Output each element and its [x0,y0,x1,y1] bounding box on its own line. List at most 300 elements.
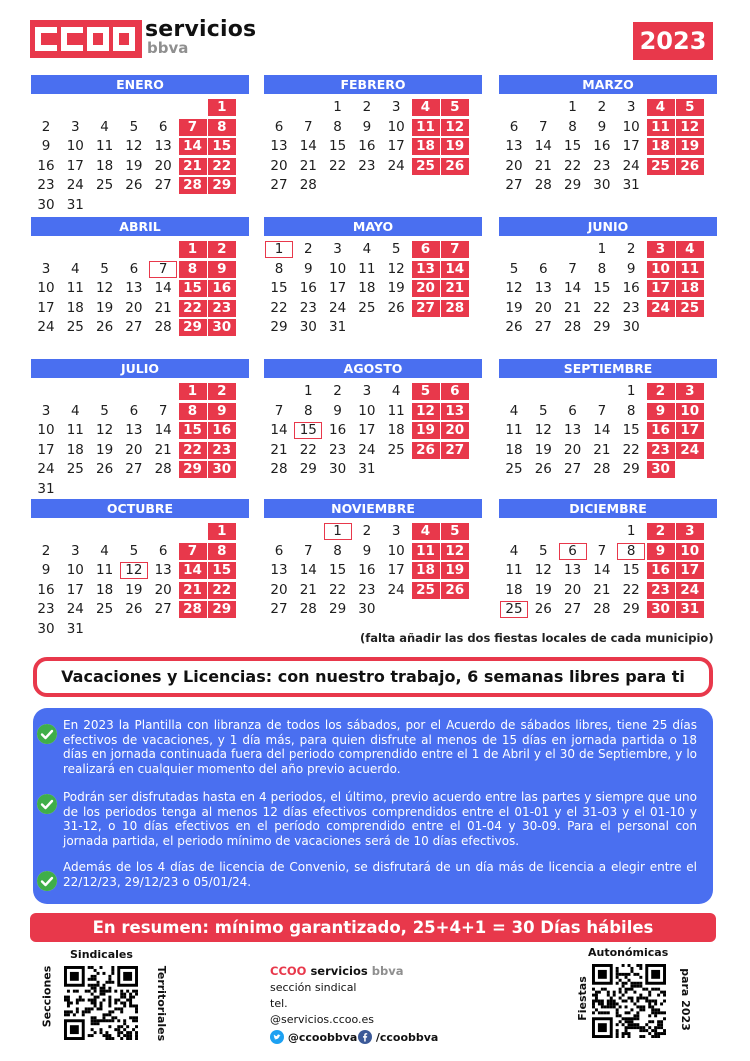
day-cell: 20 [154,581,172,598]
day-cell-weekend: 7 [441,241,469,258]
day-cell: 20 [564,441,582,458]
month-febrero [264,75,482,212]
day-cell: 16 [593,138,611,154]
day-cell: 12 [96,280,114,296]
day-cell: 3 [41,402,51,419]
day-cell-weekend: 23 [647,442,675,459]
day-cell-weekend: 22 [208,582,236,599]
day-cell-weekend: 3 [676,523,704,540]
day-cell: 21 [534,157,552,174]
day-cell-weekend: 2 [647,383,675,400]
day-cell-weekend: 9 [208,261,236,278]
day-cell: 9 [362,118,372,135]
month-header: AGOSTO [264,359,482,378]
info-item-periods: Podrán ser disfrutadas hasta en 4 periodos, el último, previo acuerdo entre las partes y siempre que uno de los periodos tenga al menos 12 días efectivos comprendidos entre el 01-01 y el 31-03 y el 01-10 y 31-12, o 10 días efectivos en el período comprendido entre el 01-04 y 30-09. Para el personal con jornada partida, el periodo mínimo de vacaciones será de 10 días efectivos. [63,790,697,848]
day-cell-holiday: 8 [617,543,645,560]
day-cell: 6 [129,402,139,419]
day-cell: 10 [37,422,55,438]
day-cell-weekend: 31 [676,601,704,618]
day-cell: 23 [358,157,376,174]
footer-brand-servicios: servicios [310,964,368,978]
day-cell-weekend: 17 [676,422,704,439]
day-cell: 9 [333,402,342,419]
day-cell: 27 [564,461,582,477]
day-cell: 14 [154,422,172,438]
day-cell: 23 [37,601,55,617]
day-cell: 9 [597,118,607,135]
day-cell-weekend: 12 [441,543,469,560]
day-cell: 17 [387,562,405,578]
day-cell-weekend: 17 [647,280,675,297]
day-cell: 4 [362,241,372,257]
day-cell-holiday: 25 [500,601,528,618]
day-cell: 24 [329,299,347,316]
month-header: OCTUBRE [31,499,249,518]
check-icon [37,871,57,891]
month-grid [264,378,482,496]
day-cell-weekend: 30 [208,319,236,336]
day-cell: 26 [125,177,143,193]
qr-code-fiestas[interactable] [592,964,666,1038]
day-cell-weekend: 22 [179,442,207,459]
day-cell-weekend: 21 [179,158,207,175]
day-cell: 5 [129,118,139,135]
day-cell: 30 [37,196,55,213]
twitter-link[interactable] [270,1030,357,1044]
day-cell: 7 [274,402,284,419]
day-cell: 26 [96,461,114,477]
day-cell-weekend: 5 [676,99,704,116]
day-cell-weekend: 14 [179,562,207,579]
day-cell: 19 [505,299,523,316]
day-cell-weekend: 11 [647,119,675,136]
day-cell: 28 [299,177,317,193]
day-cell-weekend: 1 [179,383,207,400]
day-cell: 12 [534,422,552,438]
day-cell: 12 [505,280,523,296]
footer-email[interactable]: @servicios.ccoo.es [270,1013,375,1026]
day-cell-weekend: 4 [647,99,675,116]
day-cell-weekend: 13 [441,403,469,420]
day-cell: 17 [622,138,640,154]
day-cell-weekend: 15 [208,138,236,155]
day-cell: 8 [304,402,313,419]
day-cell: 6 [158,118,168,135]
day-cell: 2 [362,523,372,539]
day-cell: 15 [270,280,288,296]
day-cell: 13 [505,138,523,154]
day-cell: 4 [71,402,80,419]
day-cell-weekend: 15 [179,280,207,297]
day-cell: 26 [125,601,143,617]
day-cell: 1 [304,383,313,399]
day-cell-weekend: 7 [179,119,207,136]
day-cell-weekend: 28 [179,177,207,194]
month-grid [31,378,249,496]
day-cell-weekend: 30 [208,461,236,478]
month-header: FEBRERO [264,75,482,94]
day-cell: 13 [564,562,582,578]
day-cell-weekend: 5 [441,99,469,116]
day-cell: 23 [299,299,317,316]
day-cell: 30 [593,177,611,193]
day-cell-weekend: 14 [179,138,207,155]
day-cell: 6 [129,260,139,277]
day-cell-weekend: 1 [179,241,207,258]
day-cell: 25 [96,601,114,617]
day-cell: 17 [358,422,376,438]
day-cell: 15 [622,422,640,438]
day-cell: 25 [66,319,84,335]
month-grid [499,378,717,496]
day-cell-weekend: 14 [441,261,469,278]
day-cell-weekend: 12 [412,403,440,420]
day-cell: 5 [129,542,139,559]
day-cell-weekend: 9 [647,543,675,560]
day-cell: 8 [597,260,607,277]
day-cell: 4 [391,383,401,399]
day-cell-holiday: 7 [149,261,177,278]
month-grid [264,94,482,212]
day-cell: 1 [597,241,607,257]
day-cell: 10 [329,260,347,277]
day-cell: 24 [37,461,55,477]
day-cell-holiday: 1 [265,241,293,258]
day-cell: 10 [622,118,640,135]
month-grid [31,518,249,636]
month-header: ENERO [31,75,249,94]
day-cell-weekend: 9 [647,403,675,420]
day-cell: 12 [534,562,552,578]
day-cell: 21 [270,441,288,458]
day-cell: 2 [333,383,342,399]
info-box [33,708,713,904]
day-cell: 27 [154,177,172,193]
day-cell: 9 [41,138,51,154]
footer-para-2023: para 2023 [678,968,692,1031]
day-cell-weekend: 3 [676,383,704,400]
month-grid [499,236,717,354]
day-cell-weekend: 25 [647,158,675,175]
day-cell: 13 [125,422,143,438]
info-item-vacation-days: En 2023 la Plantilla con libranza de todos los sábados, por el Acuerdo de sábados libres, tiene 25 días efectivos de vacaciones, y 1 día más, para quien disfrute al menos de 15 días en jornada partida o 18 días en jornada continuada fuera del periodo comprendido entre el 1 de Abril y el 30 de Septiembre, y lo realizará en cualquier momento del año previo acuerdo. [63,718,697,776]
day-cell-weekend: 21 [179,582,207,599]
day-cell: 26 [387,299,405,316]
day-cell: 10 [358,402,376,419]
day-cell: 1 [626,383,636,399]
day-cell: 14 [564,280,582,296]
day-cell-weekend: 19 [441,562,469,579]
facebook-icon [358,1030,372,1044]
day-cell: 5 [539,542,548,559]
day-cell-weekend: 4 [676,241,704,258]
day-cell: 24 [387,157,405,174]
month-header: MAYO [264,217,482,236]
day-cell: 3 [41,260,51,277]
day-cell: 6 [274,542,284,559]
day-cell: 21 [564,299,582,316]
day-cell: 27 [270,601,288,617]
day-cell: 20 [125,299,143,316]
day-cell-weekend: 18 [412,562,440,579]
day-cell: 11 [66,280,84,296]
day-cell: 16 [299,280,317,296]
day-cell: 20 [270,581,288,598]
day-cell: 6 [509,118,519,135]
day-cell: 18 [66,299,84,316]
month-junio [499,217,717,354]
month-grid [264,236,482,354]
day-cell: 11 [96,562,114,578]
day-cell: 1 [626,523,636,539]
day-cell: 6 [158,542,168,559]
day-cell: 11 [66,422,84,438]
day-cell: 17 [37,441,55,458]
day-cell: 22 [622,441,640,458]
footer-brand [270,964,403,978]
day-cell-weekend: 1 [208,99,236,116]
day-cell: 14 [270,422,288,438]
day-cell: 19 [534,581,552,598]
day-cell: 18 [96,581,114,598]
day-cell: 18 [96,157,114,174]
day-cell: 3 [333,241,342,257]
day-cell: 24 [387,581,405,598]
day-cell: 23 [329,441,347,458]
day-cell: 14 [593,562,611,578]
footer-autonomicas: Autonómicas [588,946,669,959]
day-cell: 24 [66,177,84,193]
day-cell-weekend: 24 [676,582,704,599]
day-cell-weekend: 26 [441,582,469,599]
day-cell: 15 [564,138,582,154]
month-header: MARZO [499,75,717,94]
day-cell-weekend: 23 [208,442,236,459]
day-cell: 22 [329,581,347,598]
day-cell: 29 [622,461,640,477]
day-cell: 7 [597,542,607,559]
day-cell: 31 [622,177,640,193]
day-cell: 31 [66,620,84,637]
month-noviembre [264,499,482,636]
day-cell-weekend: 23 [647,582,675,599]
day-cell-weekend: 15 [179,422,207,439]
day-cell-weekend: 10 [647,261,675,278]
day-cell: 2 [41,118,51,135]
day-cell-weekend: 6 [412,241,440,258]
footer-fiestas: Fiestas [575,976,589,1021]
day-cell-weekend: 17 [676,562,704,579]
day-cell: 2 [304,241,313,257]
day-cell: 18 [505,581,523,598]
month-enero [31,75,249,212]
day-cell: 16 [358,562,376,578]
day-cell: 11 [505,422,523,438]
day-cell: 26 [534,461,552,477]
day-cell: 13 [154,562,172,578]
day-cell: 28 [593,601,611,617]
month-header: NOVIEMBRE [264,499,482,518]
day-cell-weekend: 30 [647,461,675,478]
day-cell-weekend: 8 [208,543,236,560]
day-cell: 6 [568,402,577,419]
day-cell: 7 [568,260,577,277]
day-cell: 9 [304,260,313,277]
day-cell: 13 [564,422,582,438]
day-cell-weekend: 26 [412,442,440,459]
day-cell: 4 [509,542,519,559]
month-mayo [264,217,482,354]
day-cell-weekend: 7 [179,543,207,560]
day-cell: 13 [154,138,172,154]
day-cell: 24 [622,157,640,174]
day-cell: 27 [154,601,172,617]
day-cell-weekend: 10 [676,403,704,420]
day-cell-holiday: 1 [324,523,352,540]
day-cell: 13 [270,562,288,578]
month-marzo [499,75,717,212]
day-cell: 4 [100,118,109,135]
day-cell: 9 [362,542,372,559]
day-cell: 19 [125,157,143,174]
day-cell: 16 [622,280,640,296]
day-cell-weekend: 5 [441,523,469,540]
day-cell: 12 [125,138,143,154]
day-cell: 30 [358,601,376,617]
day-cell: 28 [154,461,172,477]
day-cell-weekend: 16 [647,422,675,439]
day-cell: 16 [37,157,55,174]
month-header: JULIO [31,359,249,378]
day-cell: 5 [509,260,519,277]
day-cell: 12 [387,260,405,277]
day-cell: 28 [299,601,317,617]
day-cell-holiday: 12 [120,562,148,579]
day-cell-weekend: 11 [412,119,440,136]
day-cell: 21 [154,299,172,316]
day-cell-weekend: 29 [208,601,236,618]
day-cell: 11 [358,260,376,277]
day-cell: 13 [270,138,288,154]
info-item-extra-day: Además de los 4 días de licencia de Convenio, se disfrutará de un día más de licencia a elegir entre el 22/12/23, 29/12/23 o 05/01/24. [63,860,697,889]
day-cell: 21 [299,581,317,598]
day-cell: 18 [358,280,376,296]
day-cell-weekend: 15 [208,562,236,579]
month-diciembre [499,499,717,636]
day-cell: 10 [66,138,84,154]
month-septiembre [499,359,717,496]
day-cell: 17 [66,581,84,598]
day-cell: 13 [125,280,143,296]
day-cell: 16 [37,581,55,598]
day-cell: 7 [304,118,313,135]
day-cell: 17 [329,280,347,296]
day-cell-weekend: 22 [208,158,236,175]
day-cell: 7 [597,402,607,419]
day-cell: 11 [387,402,405,419]
day-cell-weekend: 13 [412,261,440,278]
day-cell: 15 [329,562,347,578]
day-cell: 18 [66,441,84,458]
facebook-link[interactable] [358,1030,438,1044]
day-cell: 1 [333,99,342,115]
month-header: ABRIL [31,217,249,236]
day-cell: 23 [37,177,55,193]
day-cell: 7 [158,402,168,419]
day-cell-weekend: 26 [676,158,704,175]
summary-bar: En resumen: mínimo garantizado, 25+4+1 = 30 Días hábiles [30,913,716,942]
day-cell: 22 [622,581,640,598]
day-cell: 20 [564,581,582,598]
day-cell: 20 [154,157,172,174]
day-cell: 27 [125,319,143,335]
day-cell: 29 [299,461,317,477]
month-grid [264,518,482,636]
day-cell: 21 [593,441,611,458]
day-cell: 10 [387,118,405,135]
day-cell-weekend: 27 [412,300,440,317]
day-cell-weekend: 18 [647,138,675,155]
day-cell: 25 [66,461,84,477]
day-cell: 12 [96,422,114,438]
day-cell: 28 [534,177,552,193]
day-cell-weekend: 3 [647,241,675,258]
day-cell-weekend: 30 [647,601,675,618]
footer-brand-ccoo: CCOO [270,964,307,978]
day-cell: 31 [37,480,55,497]
day-cell-weekend: 28 [441,300,469,317]
day-cell: 11 [96,138,114,154]
day-cell: 15 [622,562,640,578]
day-cell: 30 [329,461,347,477]
day-cell: 16 [358,138,376,154]
check-icon [37,724,57,744]
day-cell-weekend: 16 [208,280,236,297]
day-cell: 21 [593,581,611,598]
qr-code-secciones[interactable] [64,966,138,1040]
day-cell: 27 [270,177,288,193]
day-cell: 18 [387,422,405,438]
day-cell-weekend: 9 [208,403,236,420]
day-cell: 2 [41,542,51,559]
day-cell: 18 [505,441,523,458]
day-cell: 28 [564,319,582,335]
day-cell: 25 [505,461,523,477]
day-cell-weekend: 4 [412,523,440,540]
day-cell-weekend: 10 [676,543,704,560]
day-cell: 27 [564,601,582,617]
day-cell-weekend: 18 [412,138,440,155]
day-cell: 29 [564,177,582,193]
facebook-handle: /ccoobbva [375,1031,439,1044]
day-cell: 28 [154,319,172,335]
day-cell: 8 [568,118,577,135]
day-cell: 8 [333,542,342,559]
day-cell: 26 [96,319,114,335]
day-cell: 3 [391,99,401,115]
day-cell-weekend: 29 [179,461,207,478]
day-cell-weekend: 2 [208,241,236,258]
day-cell: 3 [71,542,80,559]
day-cell-weekend: 25 [412,582,440,599]
footer-territoriales: Territoriales [155,965,169,1042]
day-cell-weekend: 20 [441,422,469,439]
day-cell: 15 [593,280,611,296]
month-header: DICIEMBRE [499,499,717,518]
day-cell: 3 [391,523,401,539]
month-abril [31,217,249,354]
day-cell: 2 [362,99,372,115]
